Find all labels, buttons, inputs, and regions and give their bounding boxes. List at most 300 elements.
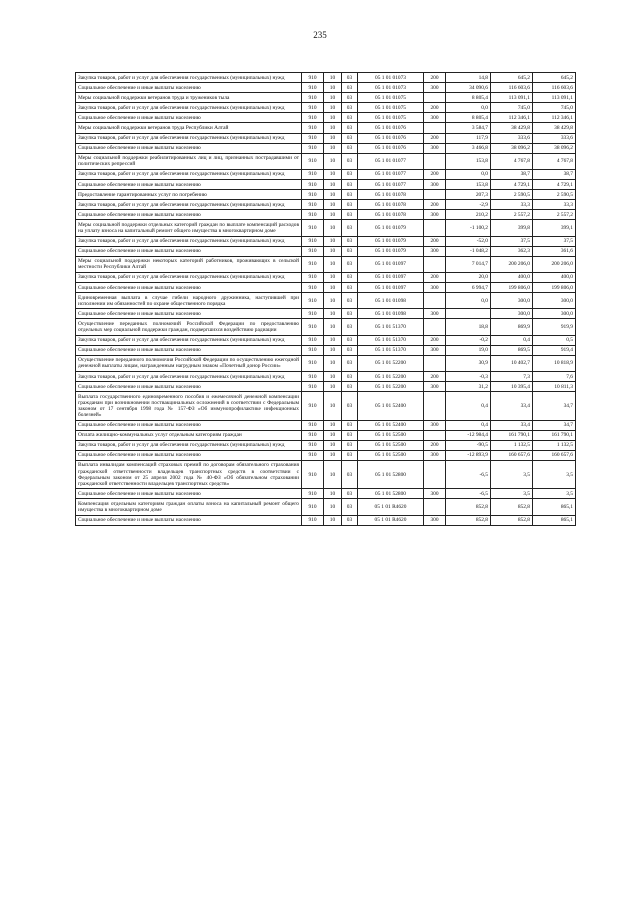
amount-year-2: 333,6 <box>533 133 576 143</box>
table-row <box>76 460 576 488</box>
amount-year-2: 116 603,6 <box>533 83 576 93</box>
subsection-code: 03 <box>342 83 358 93</box>
target-article-code: 05 1 01 01077 <box>358 153 424 169</box>
target-article-code: 05 1 01 01076 <box>358 143 424 153</box>
amount-year-2: 0,5 <box>533 335 576 345</box>
row-name: Компенсация отдельным категориям граждан оплаты взноса на капитальный ремонт общего имущества в многоквартирном доме <box>76 499 302 515</box>
amount-year-2: 199 806,0 <box>533 283 576 293</box>
amount-year-1: 33,4 <box>491 392 533 420</box>
expense-type-code <box>424 499 446 515</box>
amount-change: 153,8 <box>446 180 491 190</box>
budget-table <box>75 72 576 526</box>
subsection-code: 03 <box>342 372 358 382</box>
row-name: Закупка товаров, работ и услуг для обеспечения государственных (муниципальных) нужд <box>76 103 302 113</box>
section-code: 10 <box>324 256 342 272</box>
expense-type-code <box>424 293 446 309</box>
target-article-code: 05 1 01 52400 <box>358 420 424 430</box>
amount-year-2: 2 557,2 <box>533 210 576 220</box>
expense-type-code: 300 <box>424 309 446 319</box>
row-name: Социальное обеспечение и иные выплаты населению <box>76 210 302 220</box>
expense-type-code <box>424 190 446 200</box>
expense-type-code: 200 <box>424 236 446 246</box>
amount-year-1: 399,8 <box>491 220 533 236</box>
amount-change: -2,9 <box>446 200 491 210</box>
row-name: Социальное обеспечение и иные выплаты населению <box>76 420 302 430</box>
amount-year-1: 33,3 <box>491 200 533 210</box>
ministry-code: 910 <box>302 319 324 335</box>
expense-type-code: 300 <box>424 143 446 153</box>
section-code: 10 <box>324 210 342 220</box>
expense-type-code <box>424 256 446 272</box>
section-code: 10 <box>324 133 342 143</box>
amount-change: 19,0 <box>446 345 491 355</box>
subsection-code: 03 <box>342 236 358 246</box>
expense-type-code <box>424 93 446 103</box>
subsection-code: 03 <box>342 210 358 220</box>
amount-year-1: 300,0 <box>491 293 533 309</box>
table-row <box>76 153 576 169</box>
expense-type-code: 300 <box>424 382 446 392</box>
ministry-code: 910 <box>302 499 324 515</box>
target-article-code: 05 1 01 01097 <box>358 272 424 282</box>
amount-year-1: 2 590,5 <box>491 190 533 200</box>
amount-year-2: 865,1 <box>533 499 576 515</box>
section-code: 10 <box>324 489 342 499</box>
amount-change: -12 893,9 <box>446 450 491 460</box>
table-row <box>76 83 576 93</box>
amount-year-2: 300,0 <box>533 293 576 309</box>
table-row <box>76 200 576 210</box>
target-article-code: 05 1 01 01075 <box>358 113 424 123</box>
amount-year-2: 38 096,2 <box>533 143 576 153</box>
expense-type-code: 300 <box>424 283 446 293</box>
target-article-code: 05 1 01 01078 <box>358 200 424 210</box>
section-code: 10 <box>324 220 342 236</box>
subsection-code: 03 <box>342 220 358 236</box>
amount-change: 207,3 <box>446 190 491 200</box>
amount-year-2: 34,7 <box>533 420 576 430</box>
subsection-code: 03 <box>342 180 358 190</box>
amount-change: 34 090,6 <box>446 83 491 93</box>
subsection-code: 03 <box>342 143 358 153</box>
amount-change: 153,8 <box>446 153 491 169</box>
ministry-code: 910 <box>302 83 324 93</box>
amount-year-1: 400,0 <box>491 272 533 282</box>
amount-year-2: 38 429,8 <box>533 123 576 133</box>
amount-change: -90,5 <box>446 440 491 450</box>
row-name: Социальное обеспечение и иные выплаты населению <box>76 450 302 460</box>
expense-type-code: 200 <box>424 103 446 113</box>
amount-year-2: 4 767,8 <box>533 153 576 169</box>
row-name: Социальное обеспечение и иные выплаты населению <box>76 489 302 499</box>
table-row <box>76 392 576 420</box>
amount-change: -1 048,2 <box>446 246 491 256</box>
ministry-code: 910 <box>302 210 324 220</box>
ministry-code: 910 <box>302 515 324 525</box>
table-row <box>76 256 576 272</box>
expense-type-code: 300 <box>424 83 446 93</box>
amount-year-2: 112 346,1 <box>533 113 576 123</box>
row-name: Меры социальной поддержки ветеранов труда и тружеников тыла <box>76 93 302 103</box>
subsection-code: 03 <box>342 293 358 309</box>
amount-change: 3 466,8 <box>446 143 491 153</box>
subsection-code: 03 <box>342 153 358 169</box>
ministry-code: 910 <box>302 200 324 210</box>
table-row <box>76 319 576 335</box>
expense-type-code: 200 <box>424 372 446 382</box>
row-name: Социальное обеспечение и иные выплаты населению <box>76 113 302 123</box>
amount-year-1: 161 790,1 <box>491 430 533 440</box>
ministry-code: 910 <box>302 256 324 272</box>
amount-change: -52,0 <box>446 236 491 246</box>
amount-year-2: 4 729,1 <box>533 180 576 190</box>
ministry-code: 910 <box>302 460 324 488</box>
table-row <box>76 73 576 83</box>
ministry-code: 910 <box>302 450 324 460</box>
amount-year-1: 10 395,4 <box>491 382 533 392</box>
table-row <box>76 450 576 460</box>
row-name: Социальное обеспечение и иные выплаты населению <box>76 309 302 319</box>
amount-year-2: 919,4 <box>533 345 576 355</box>
expense-type-code: 300 <box>424 345 446 355</box>
subsection-code: 03 <box>342 345 358 355</box>
amount-year-1: 38 096,2 <box>491 143 533 153</box>
table-row <box>76 345 576 355</box>
amount-year-2: 3,5 <box>533 489 576 499</box>
amount-change: 8 805,4 <box>446 113 491 123</box>
ministry-code: 910 <box>302 309 324 319</box>
amount-year-1: 38,7 <box>491 169 533 179</box>
subsection-code: 03 <box>342 460 358 488</box>
table-row <box>76 113 576 123</box>
table-row <box>76 293 576 309</box>
amount-change: -0,3 <box>446 372 491 382</box>
target-article-code: 05 1 01 01073 <box>358 73 424 83</box>
subsection-code: 03 <box>342 246 358 256</box>
amount-year-1: 10 402,7 <box>491 355 533 371</box>
expense-type-code: 300 <box>424 210 446 220</box>
amount-change: -1 100,2 <box>446 220 491 236</box>
subsection-code: 03 <box>342 93 358 103</box>
section-code: 10 <box>324 83 342 93</box>
ministry-code: 910 <box>302 143 324 153</box>
amount-year-2: 37,5 <box>533 236 576 246</box>
section-code: 10 <box>324 430 342 440</box>
section-code: 10 <box>324 355 342 371</box>
ministry-code: 910 <box>302 113 324 123</box>
amount-year-1: 160 657,6 <box>491 450 533 460</box>
expense-type-code <box>424 220 446 236</box>
amount-year-2: 161 790,1 <box>533 430 576 440</box>
expense-type-code: 300 <box>424 180 446 190</box>
target-article-code: 05 1 01 R4620 <box>358 499 424 515</box>
target-article-code: 05 1 01 01097 <box>358 283 424 293</box>
expense-type-code <box>424 460 446 488</box>
section-code: 10 <box>324 309 342 319</box>
ministry-code: 910 <box>302 246 324 256</box>
ministry-code: 910 <box>302 440 324 450</box>
ministry-code: 910 <box>302 123 324 133</box>
amount-year-2: 113 091,1 <box>533 93 576 103</box>
amount-year-1: 300,0 <box>491 309 533 319</box>
table-row <box>76 489 576 499</box>
expense-type-code: 200 <box>424 440 446 450</box>
row-name: Осуществление переданных полномочий Российской Федерации по предоставлению отдельных мер социальной поддержки граждан, подвергшихся воздействию радиации <box>76 319 302 335</box>
amount-year-2: 400,0 <box>533 272 576 282</box>
amount-year-2: 919,9 <box>533 319 576 335</box>
table-row <box>76 515 576 525</box>
amount-year-1: 645,2 <box>491 73 533 83</box>
ministry-code: 910 <box>302 236 324 246</box>
ministry-code: 910 <box>302 103 324 113</box>
section-code: 10 <box>324 143 342 153</box>
amount-change: 8 805,4 <box>446 93 491 103</box>
section-code: 10 <box>324 345 342 355</box>
table-row <box>76 246 576 256</box>
expense-type-code: 200 <box>424 169 446 179</box>
row-name: Закупка товаров, работ и услуг для обеспечения государственных (муниципальных) нужд <box>76 272 302 282</box>
section-code: 10 <box>324 113 342 123</box>
row-name: Закупка товаров, работ и услуг для обеспечения государственных (муниципальных) нужд <box>76 169 302 179</box>
section-code: 10 <box>324 382 342 392</box>
amount-year-1: 2 557,2 <box>491 210 533 220</box>
amount-change: -0,2 <box>446 335 491 345</box>
expense-type-code: 300 <box>424 113 446 123</box>
subsection-code: 03 <box>342 113 358 123</box>
amount-year-2: 745,0 <box>533 103 576 113</box>
section-code: 10 <box>324 440 342 450</box>
target-article-code: 05 1 01 01078 <box>358 210 424 220</box>
amount-year-1: 38 429,8 <box>491 123 533 133</box>
amount-year-1: 112 346,1 <box>491 113 533 123</box>
ministry-code: 910 <box>302 392 324 420</box>
row-name: Социальное обеспечение и иные выплаты населению <box>76 283 302 293</box>
row-name: Социальное обеспечение и иные выплаты населению <box>76 246 302 256</box>
amount-year-1: 0,4 <box>491 335 533 345</box>
amount-year-1: 852,8 <box>491 499 533 515</box>
target-article-code: 05 1 01 52400 <box>358 392 424 420</box>
table-row <box>76 309 576 319</box>
target-article-code: 05 1 01 01078 <box>358 190 424 200</box>
amount-year-1: 116 603,6 <box>491 83 533 93</box>
section-code: 10 <box>324 420 342 430</box>
target-article-code: 05 1 01 51370 <box>358 335 424 345</box>
target-article-code: 05 1 01 51370 <box>358 319 424 335</box>
section-code: 10 <box>324 372 342 382</box>
row-name: Закупка товаров, работ и услуг для обеспечения государственных (муниципальных) нужд <box>76 236 302 246</box>
table-row <box>76 430 576 440</box>
amount-year-2: 3,5 <box>533 460 576 488</box>
row-name: Предоставление гарантированных услуг по погребению <box>76 190 302 200</box>
table-row <box>76 372 576 382</box>
expense-type-code: 200 <box>424 335 446 345</box>
target-article-code: 05 1 01 52800 <box>358 489 424 499</box>
section-code: 10 <box>324 190 342 200</box>
target-article-code: 05 1 01 52500 <box>358 440 424 450</box>
amount-change: 6 994,7 <box>446 283 491 293</box>
target-article-code: 05 1 01 52800 <box>358 460 424 488</box>
amount-change: 3 584,7 <box>446 123 491 133</box>
amount-year-1: 362,3 <box>491 246 533 256</box>
ministry-code: 910 <box>302 190 324 200</box>
amount-year-2: 645,2 <box>533 73 576 83</box>
table-row <box>76 123 576 133</box>
row-name: Меры социальной поддержки некоторых категорий работников, проживающих в сельской местности Республики Алтай <box>76 256 302 272</box>
row-name: Единовременная выплата в случае гибели народного дружинника, наступившей при исполнении им обязанностей по охране общественного порядка <box>76 293 302 309</box>
ministry-code: 910 <box>302 372 324 382</box>
target-article-code: 05 1 01 51370 <box>358 345 424 355</box>
expense-type-code: 200 <box>424 133 446 143</box>
table-row <box>76 210 576 220</box>
amount-year-2: 399,1 <box>533 220 576 236</box>
amount-change: -12 984,4 <box>446 430 491 440</box>
section-code: 10 <box>324 169 342 179</box>
table-row <box>76 272 576 282</box>
target-article-code: 05 1 01 01073 <box>358 83 424 93</box>
expense-type-code: 300 <box>424 246 446 256</box>
section-code: 10 <box>324 180 342 190</box>
ministry-code: 910 <box>302 293 324 309</box>
table-row <box>76 169 576 179</box>
row-name: Социальное обеспечение и иные выплаты населению <box>76 345 302 355</box>
section-code: 10 <box>324 392 342 420</box>
target-article-code: 05 1 01 01079 <box>358 246 424 256</box>
target-article-code: 05 1 01 01077 <box>358 169 424 179</box>
subsection-code: 03 <box>342 272 358 282</box>
row-name: Выплата государственного единовременного пособия и ежемесячной денежной компенсации гражданам при возникновении поствакцинальных осложнений в соответствии с Федеральным законом от 17 сентября 1998 года № 157-ФЗ «Об иммунопрофилактике инфекционных болезней» <box>76 392 302 420</box>
amount-change: 7 014,7 <box>446 256 491 272</box>
section-code: 10 <box>324 236 342 246</box>
amount-year-2: 2 590,5 <box>533 190 576 200</box>
target-article-code: 05 1 01 01075 <box>358 103 424 113</box>
subsection-code: 03 <box>342 169 358 179</box>
table-row <box>76 180 576 190</box>
amount-year-2: 38,7 <box>533 169 576 179</box>
expense-type-code: 200 <box>424 272 446 282</box>
expense-type-code <box>424 430 446 440</box>
subsection-code: 03 <box>342 430 358 440</box>
ministry-code: 910 <box>302 283 324 293</box>
amount-change: 117,9 <box>446 133 491 143</box>
target-article-code: 05 1 01 01076 <box>358 123 424 133</box>
row-name: Социальное обеспечение и иные выплаты населению <box>76 515 302 525</box>
table-row <box>76 190 576 200</box>
amount-year-2: 34,7 <box>533 392 576 420</box>
table-row <box>76 355 576 371</box>
table-row <box>76 236 576 246</box>
row-name: Закупка товаров, работ и услуг для обеспечения государственных (муниципальных) нужд <box>76 133 302 143</box>
row-name: Закупка товаров, работ и услуг для обеспечения государственных (муниципальных) нужд <box>76 200 302 210</box>
table-row <box>76 440 576 450</box>
target-article-code: 05 1 01 01077 <box>358 180 424 190</box>
section-code: 10 <box>324 293 342 309</box>
row-name: Социальное обеспечение и иные выплаты населению <box>76 143 302 153</box>
ministry-code: 910 <box>302 345 324 355</box>
subsection-code: 03 <box>342 256 358 272</box>
table-row <box>76 499 576 515</box>
amount-year-1: 852,8 <box>491 515 533 525</box>
amount-year-1: 3,5 <box>491 460 533 488</box>
subsection-code: 03 <box>342 133 358 143</box>
table-body <box>76 73 576 526</box>
row-name: Меры социальной поддержки отдельных категорий граждан по выплате компенсаций расходов на уплату взноса на капитальный ремонт общего имущества в многоквартирном доме <box>76 220 302 236</box>
row-name: Социальное обеспечение и иные выплаты населению <box>76 382 302 392</box>
amount-change: 0,0 <box>446 103 491 113</box>
amount-year-1: 745,0 <box>491 103 533 113</box>
expense-type-code <box>424 123 446 133</box>
target-article-code: 05 1 01 01097 <box>358 256 424 272</box>
subsection-code: 03 <box>342 123 358 133</box>
section-code: 10 <box>324 460 342 488</box>
target-article-code: 05 1 01 R4620 <box>358 515 424 525</box>
target-article-code: 05 1 01 52200 <box>358 382 424 392</box>
subsection-code: 03 <box>342 420 358 430</box>
section-code: 10 <box>324 515 342 525</box>
subsection-code: 03 <box>342 450 358 460</box>
ministry-code: 910 <box>302 355 324 371</box>
amount-change: 14,8 <box>446 73 491 83</box>
section-code: 10 <box>324 123 342 133</box>
ministry-code: 910 <box>302 169 324 179</box>
row-name: Закупка товаров, работ и услуг для обеспечения государственных (муниципальных) нужд <box>76 440 302 450</box>
subsection-code: 03 <box>342 392 358 420</box>
expense-type-code: 200 <box>424 73 446 83</box>
row-name: Социальное обеспечение и иные выплаты населению <box>76 83 302 93</box>
target-article-code: 05 1 01 52500 <box>358 450 424 460</box>
section-code: 10 <box>324 283 342 293</box>
target-article-code: 05 1 01 52500 <box>358 430 424 440</box>
target-article-code: 05 1 01 01098 <box>358 293 424 309</box>
row-name: Закупка товаров, работ и услуг для обеспечения государственных (муниципальных) нужд <box>76 372 302 382</box>
subsection-code: 03 <box>342 440 358 450</box>
row-name: Оплата жилищно-коммунальных услуг отдельным категориям граждан <box>76 430 302 440</box>
page-number: 235 <box>313 30 327 40</box>
amount-change: 30,9 <box>446 355 491 371</box>
amount-year-2: 160 657,6 <box>533 450 576 460</box>
section-code: 10 <box>324 499 342 515</box>
amount-year-1: 7,3 <box>491 372 533 382</box>
ministry-code: 910 <box>302 133 324 143</box>
subsection-code: 03 <box>342 73 358 83</box>
section-code: 10 <box>324 93 342 103</box>
ministry-code: 910 <box>302 73 324 83</box>
ministry-code: 910 <box>302 93 324 103</box>
table-row <box>76 420 576 430</box>
section-code: 10 <box>324 272 342 282</box>
row-name: Меры социальной поддержки ветеранов труда Республики Алтай <box>76 123 302 133</box>
subsection-code: 03 <box>342 515 358 525</box>
amount-year-1: 333,6 <box>491 133 533 143</box>
amount-change: 852,8 <box>446 499 491 515</box>
subsection-code: 03 <box>342 283 358 293</box>
amount-change: 210,2 <box>446 210 491 220</box>
amount-year-1: 869,9 <box>491 319 533 335</box>
target-article-code: 05 1 01 52200 <box>358 355 424 371</box>
subsection-code: 03 <box>342 309 358 319</box>
amount-change: -6,5 <box>446 460 491 488</box>
target-article-code: 05 1 01 52200 <box>358 372 424 382</box>
section-code: 10 <box>324 319 342 335</box>
amount-year-2: 10 818,9 <box>533 355 576 371</box>
subsection-code: 03 <box>342 499 358 515</box>
expense-type-code <box>424 392 446 420</box>
row-name: Закупка товаров, работ и услуг для обеспечения государственных (муниципальных) нужд <box>76 73 302 83</box>
amount-year-2: 10 811,3 <box>533 382 576 392</box>
table-row <box>76 220 576 236</box>
amount-year-2: 33,3 <box>533 200 576 210</box>
table-row <box>76 133 576 143</box>
section-code: 10 <box>324 335 342 345</box>
